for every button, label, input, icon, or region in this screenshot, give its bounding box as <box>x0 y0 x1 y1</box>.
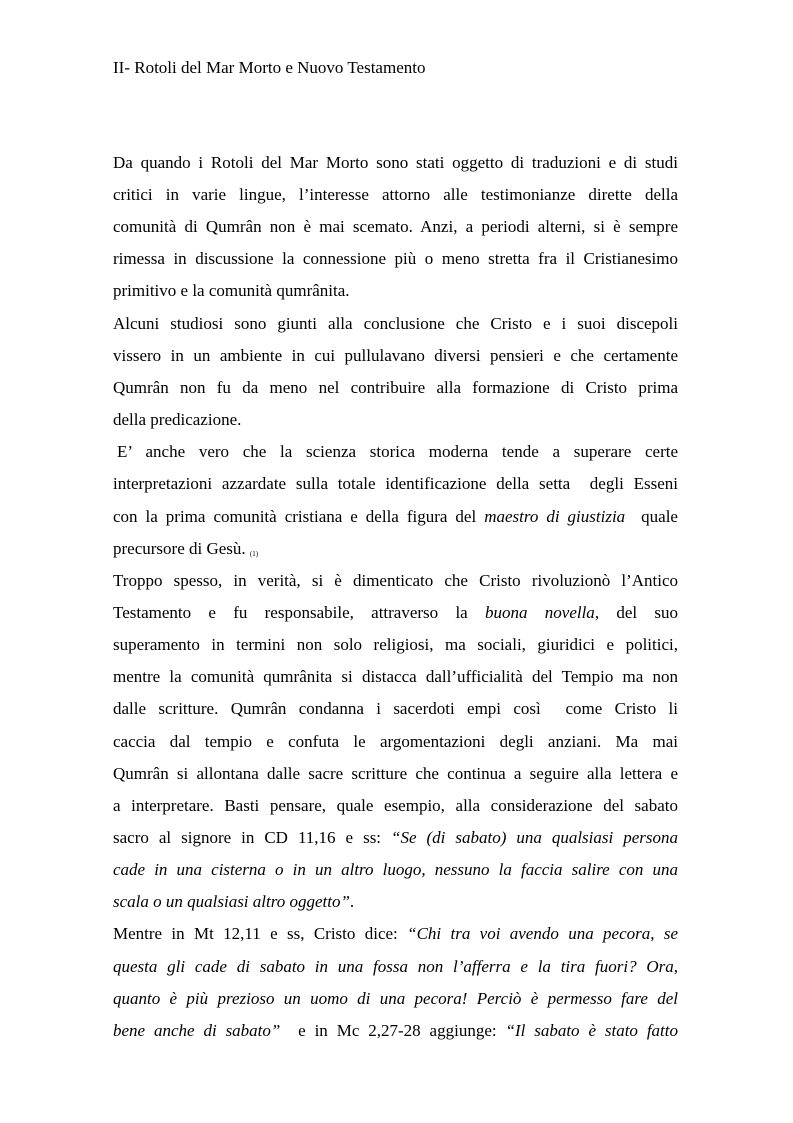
text-line <box>113 731 678 753</box>
section-heading: II- Rotoli del Mar Morto e Nuovo Testamento <box>113 58 426 77</box>
text-segment: Testamento e fu responsabile, attraverso la <box>113 603 485 622</box>
text-segment: della predicazione. <box>113 410 242 429</box>
italic-text: “Il sabato è stato fatto <box>505 1021 678 1040</box>
italic-text: bene anche di sabato” <box>113 1021 281 1040</box>
text-line <box>113 1020 678 1042</box>
text-line <box>113 377 678 399</box>
text-line <box>113 538 678 565</box>
text-segment: superamento in termini non solo religiosi, ma sociali, giuridici e politici, <box>113 635 678 654</box>
text-line <box>113 795 678 817</box>
text-segment: interpretazioni azzardate sulla totale identificazione della setta degli Esseni <box>113 474 678 493</box>
text-line <box>113 859 678 881</box>
text-segment: rimessa in discussione la connessione più o meno stretta fra il Cristianesimo <box>113 249 678 268</box>
text-line <box>113 827 678 849</box>
text-line <box>113 248 678 270</box>
italic-text: “Se (di sabato) una qualsiasi persona <box>391 828 678 847</box>
text-segment: con la prima comunità cristiana e della figura del <box>113 507 485 526</box>
text-segment: dalle scritture. Qumrân condanna i sacerdoti empi così come Cristo li <box>113 699 678 718</box>
italic-text: scala o un qualsiasi altro oggetto” <box>113 892 350 911</box>
text-segment: quale <box>625 507 678 526</box>
text-line <box>113 441 678 463</box>
text-segment: a interpretare. Basti pensare, quale esempio, alla considerazione del sabato <box>113 796 678 815</box>
text-line <box>113 280 678 302</box>
text-segment: critici in varie lingue, l’interesse attorno alle testimonianze dirette della <box>113 185 678 204</box>
text-segment: primitivo e la comunità qumrânita. <box>113 281 350 300</box>
text-line <box>113 216 678 238</box>
text-line <box>113 602 678 624</box>
text-line <box>113 473 678 495</box>
italic-text: questa gli cade di sabato in una fossa non l’afferra e la tira fuori? Ora, <box>113 957 678 976</box>
text-line <box>113 763 678 785</box>
text-segment: Troppo spesso, in verità, si è dimenticato che Cristo rivoluzionò l’Antico <box>113 571 678 590</box>
italic-text: quanto è più prezioso un uomo di una pecora! Perciò è permesso fare del <box>113 989 678 1008</box>
text-segment: Qumrân si allontana dalle sacre scritture che continua a seguire alla lettera e <box>113 764 678 783</box>
text-line <box>113 506 678 528</box>
italic-text: cade in una cisterna o in un altro luogo, nessuno la faccia salire con una <box>113 860 678 879</box>
text-segment: vissero in un ambiente in cui pullulavano diversi pensieri e che certamente <box>113 346 678 365</box>
text-segment: E’ anche vero che la scienza storica moderna tende a superare certe <box>117 442 678 461</box>
text-segment: sacro al signore in CD 11,16 e ss: <box>113 828 392 847</box>
text-line <box>113 313 678 335</box>
text-segment: , del suo <box>594 603 678 622</box>
text-line <box>113 891 678 913</box>
text-segment: . <box>349 892 355 911</box>
text-line <box>113 956 678 978</box>
text-line <box>113 152 678 174</box>
text-segment: Alcuni studiosi sono giunti alla conclusione che Cristo e i suoi discepoli <box>113 314 678 333</box>
text-line <box>113 409 678 431</box>
italic-text: buona novella <box>485 603 595 622</box>
text-line <box>113 988 678 1010</box>
text-segment: e in Mc 2,27-28 aggiunge: <box>280 1021 506 1040</box>
text-line <box>113 570 678 592</box>
text-line <box>113 345 678 367</box>
text-line <box>113 634 678 656</box>
italic-text: “Chi tra voi avendo una pecora, se <box>407 924 678 943</box>
text-segment: Qumrân non fu da meno nel contribuire alla formazione di Cristo prima <box>113 378 678 397</box>
text-segment: mentre la comunità qumrânita si distacca dall’ufficialità del Tempio ma non <box>113 667 678 686</box>
text-segment: Da quando i Rotoli del Mar Morto sono stati oggetto di traduzioni e di studi <box>113 153 678 172</box>
text-line <box>113 666 678 688</box>
text-segment: precursore di Gesù. <box>113 539 250 558</box>
footnote-marker: (1) <box>249 550 259 558</box>
text-line <box>113 184 678 206</box>
italic-text: maestro di giustizia <box>484 507 626 526</box>
text-segment: caccia dal tempio e confuta le argomentazioni degli anziani. Ma mai <box>113 732 678 751</box>
text-segment: Mentre in Mt 12,11 e ss, Cristo dice: <box>113 924 408 943</box>
text-line <box>113 923 678 945</box>
text-line <box>113 698 678 720</box>
text-segment: comunità di Qumrân non è mai scemato. Anzi, a periodi alterni, si è sempre <box>113 217 678 236</box>
